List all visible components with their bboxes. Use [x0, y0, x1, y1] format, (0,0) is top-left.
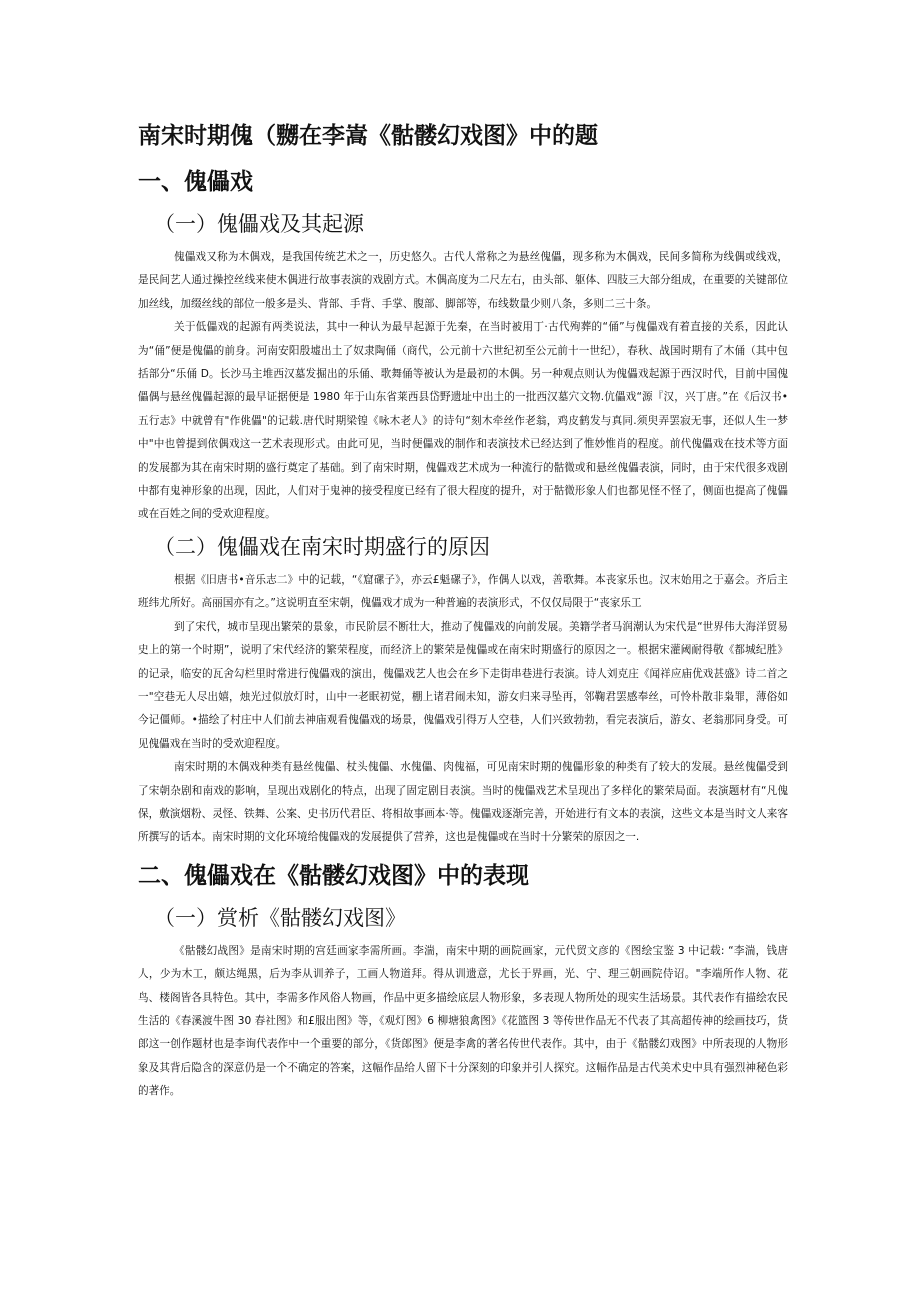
subsection-heading-2-1: （一）赏析《骷髅幻戏图》 — [154, 905, 406, 930]
paragraph: 南宋时期的木偶戏种类有悬丝傀儡、杖头傀儡、水傀儡、肉傀福，可见南宋时期的傀儡形象的种类有了较大的发展。悬丝傀儡受到了宋朝杂剧和南戏的影响，呈现出戏剧化的特点，出现了固定剧目表演。当时的傀儡戏艺术呈现出了多样化的繁荣局面。表演题材有“凡傀保，敷演烟粉、灵怪、铁舞、公案、史书历代君臣、将相故事画本·等。傀儡戏逐渐完善，开始进行有文本的表演，这些文本是当时文人来客所撰写的话本。南宋时期的文化环境给傀儡戏的发展提供了营养，这也是傀儡或在当时十分繁荣的原因之一. — [138, 761, 788, 844]
paragraph: 到了宋代，城市呈现出繁荣的景象，市民阶层不断壮大，推动了傀儡戏的向前发展。美籍学者马润潮认为宋代是“世界伟大海洋贸易史上的第一个时期”，说明了宋代经济的繁荣程度，而经济上的繁荣是傀儡或在南宋时期盛行的原因之一。根据宋灌阈耐得敬《都城纪胜》的记录，临安的瓦舍勾栏里时常进行傀儡戏的演出，傀儡戏艺人也会在乡下走街串巷进行表演。诗人刘克庄《闻祥应庙优戏甚盛》诗二首之一"空巷无人尽出嬉，烛光过似放灯时，山中一老眠初觉，棚上诸君闹未知，游女归来寻坠再，邻鞠君罢感奉丝，可怜朴散非枭罪，薄俗如今记僵师。•描绘了村庄中人们前去神庙观看傀儡戏的场景，傀儡戏引得万人空巷，人们兴致勃勃，看完表演后，游女、老翁那同身受。可见傀儡戏在当时的受欢迎程度。 — [138, 620, 788, 750]
document-body — [138, 118, 788, 1104]
paragraph: 关于低儡戏的起源有两类说法，其中一种认为最早起源于先秦，在当时被用丁·古代殉葬的“俑”与傀儡戏有着直接的关系，因此认为“俑”便是傀儡的前身。河南安阳殷墟出土了奴隶陶俑（商代，公元前十六世纪初至公元前十一世纪），春秋、战国时期有了木俑（其中包括部分“乐俑 D。长沙马主堆西汉墓发掘出的乐俑、歌舞俑等被认为是最初的木偶。另一种观点则认为傀儡戏起源于西汉时代，目前中国傀儡偶与悬丝傀儡起源的最早证据便是 1980 年于山东省莱西县岱野遗址中出土的一批西汉墓穴文物.伉儡戏“源『汉，兴丁唐。”在《后汉书•五行志》中就曾有"作佻儡"的记载.唐代时期梁锽《咏木老人》的诗句“刻木牵丝作老翁，鸡皮鹤发与真同.须臾弄罢寂无事，还似人生一梦中"中也曾提到依偶戏这一艺术表现形式。由此可见，当时便儡戏的制作和表演技术已经达到了惟妙惟肖的程度。前代傀儡戏在技术等方面的发展都为其在南宋时期的盛行奠定了基础。到了南宋时期，傀儡戏艺术成为一种流行的骷微或和悬丝傀儡表演，同时，由于宋代很多戏剧中都有鬼神形象的出现，因此，人们对于鬼神的接受程度已经有了很大程度的提升，对于骷微形象人们也都见怪不怪了，侧面也提高了傀儡或在百姓之间的受欢迎程度。 — [138, 321, 788, 521]
section-heading-2: 二、傀儡戏在《骷髅幻戏图》中的表现 — [138, 862, 529, 889]
paragraph: 《骷髅幻战图》是南宋时期的宫廷画家李需所画。李湍，南宋中期的画院画家，元代贸文彦的《图绘宝鉴 3 中记载: “李湍，钱唐人，少为木工，颇达绳黑，后为李从训养子，工画人物道拜。得从训遗意，尤长于界画，光、宁、理三朝画院侍诏。"李端所作人物、花鸟、楼阁皆各具特色。其中，李需多作风俗人物画，作品中更多描绘底层人物形象，多表现人物所处的现实生活场景。其代表作有描绘农民生活的《春溪渡牛图 30 春社图》和£服出图》等，《观灯图》6 柳塘狼禽图》《花篮图 3 等传世作品无不代表了其高超传神的绘画技巧，货郎这一创作题材也是李询代表作中一个重要的部分，《货郎图》便是李禽的著名传世代表作。其中，由于《骷髅幻戏图》中所表现的人物形象及其背后隐含的深意仍是一个不确定的答案，这幅作品给人留下十分深刻的印象并引人探究。这幅作品是古代美术史中具有强烈神秘色彩的著作。 — [138, 944, 788, 1098]
document-title: 南宋时期傀（嬲在李嵩《骷髅幻戏图》中的题 — [138, 123, 598, 149]
subsection-heading-1-2: （二）傀儡戏在南宋时期盛行的原因 — [154, 534, 490, 559]
paragraph: 根据《旧唐书•音乐志二》中的记载，“《窟磥子》，亦云£魁磥子》，作偶人以戏，善歌舞。本丧家乐也。汉末始用之于嘉会。齐后主班纬尤所好。高丽国亦有之。”这说明直至宋朝，傀儡戏才成为一种普遍的表演形式，不仅仅局限于“丧家乐工 — [138, 573, 788, 610]
subsection-heading-1-1: （一）傀儡戏及其起源 — [154, 212, 364, 236]
section-heading-1: 一、傀儡戏 — [138, 169, 253, 195]
paragraph: 傀儡戏又称为木偶戏，是我国传统艺术之一，历史悠久。古代人常称之为悬丝傀儡，现多称为木偶戏，民间多简称为线偶或线戏，是民间艺人通过操控丝线来使木偶进行故事表演的戏剧方式。木偶高度为二尺左右，由头部、躯体、四肢三大部分组成，在重要的关键部位加丝线，加缀丝线的部位一般多是头、背部、手背、手掌、腹部、脚部等，布线数量少则八条，多则二三十条。 — [138, 251, 788, 310]
